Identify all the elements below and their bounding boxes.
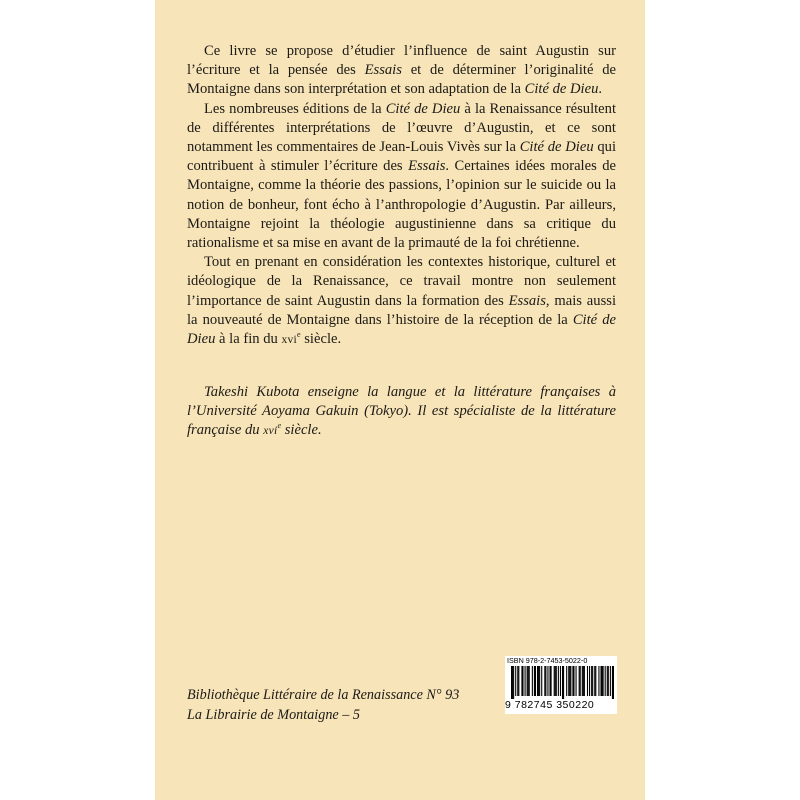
barcode-bar [591, 666, 592, 696]
century-numeral: xvi [281, 334, 298, 347]
paragraph-1 [187, 42, 616, 100]
text-run: Ce livre se propose d’étudier l’influence de saint Augustin sur l’écriture et la pensée des [187, 43, 616, 79]
text-run: siècle. [281, 422, 322, 439]
barcode-bar [532, 666, 533, 696]
barcode-bar [562, 666, 563, 699]
barcode-bar [538, 666, 539, 696]
barcode-bar [587, 666, 588, 696]
barcode-digits: 9 782745 350220 [505, 699, 595, 711]
barcode-bar [592, 666, 593, 696]
series-subtitle: La Librairie de Montaigne – 5 [187, 706, 361, 723]
barcode-bar [605, 666, 606, 696]
barcode-bar [528, 666, 529, 696]
barcode-bar [535, 666, 536, 696]
barcode-bar [570, 666, 571, 696]
barcode-bar [576, 666, 577, 696]
barcode-bar [584, 666, 585, 696]
barcode-bar [512, 666, 513, 699]
author-bio-text [187, 383, 616, 442]
italic-title: Cité de Dieu [385, 100, 461, 117]
barcode-bar [558, 666, 559, 696]
century-numeral: xvi [263, 425, 278, 438]
text-run: à la fin du [215, 331, 282, 348]
barcode-bar [518, 666, 519, 696]
series-title: Bibliothèque Littéraire de la Renaissance N° 93 [187, 687, 460, 703]
barcode-bar [527, 666, 528, 696]
barcode-bar [595, 666, 596, 696]
barcode-bar [610, 666, 611, 696]
barcode-bar [511, 666, 512, 699]
barcode-bar [534, 666, 535, 696]
text-run: à la Renaissance résultent de différentes interprétations de l’œuvre d’Augustin, et ce sont notamment les commentaires de Jean-Louis Vivès sur la [187, 100, 617, 156]
barcode-bar [563, 666, 564, 699]
series-info [187, 686, 487, 725]
barcode-bar [555, 666, 556, 696]
barcode-bar [573, 666, 574, 696]
text-run: Tout en prenant en considération les contextes historique, culturel et idéologique de la Renaissance, ce travail montre non seulement l’importance de saint Augustin dans la formation des [187, 254, 616, 309]
barcode-bar [602, 666, 603, 696]
barcode-bar [560, 666, 561, 696]
barcode-bar [529, 666, 530, 696]
text-run: . Certaines idées morales de Montaigne, comme la théorie des passions, l’opinion sur le suicide ou la notion de bonheur, font écho à l’anthropologie d’Augustin. Par ailleurs, Montaigne rejoint la théologie augustinienne dans sa critique du rationalisme et sa mise en avant de la primauté de la foi chrétienne. [187, 158, 617, 252]
barcode-bar [608, 666, 609, 696]
italic-title: Essais [408, 158, 446, 175]
barcode-bar [525, 666, 526, 696]
barcode-bar [568, 666, 569, 696]
barcode-bar [612, 666, 613, 699]
text-run: et de déterminer l’originalité de Montaigne dans son interprétation et son adaptation de la [187, 62, 617, 98]
barcode-bar [549, 666, 550, 696]
barcode-bar [545, 666, 546, 696]
text-run: Takeshi Kubota enseigne la langue et la littérature françaises à l’Université Aoyama Gakuin (Tokyo). Il est spécialiste de la littérature française du [187, 384, 616, 439]
barcode-bar [603, 666, 604, 696]
barcode-bar [569, 666, 570, 696]
paragraph-2 [187, 100, 616, 254]
text-run: Les nombreuses éditions de la [204, 100, 386, 117]
barcode-bar [579, 666, 580, 696]
barcode-bar [539, 666, 540, 696]
italic-title: Cité de Dieu [524, 81, 599, 98]
barcode-bar [544, 666, 545, 696]
italic-title: Essais [364, 62, 402, 79]
description-text [187, 42, 616, 350]
barcode-bar [572, 666, 573, 696]
barcode-bar [513, 666, 514, 699]
barcode-bar [515, 666, 516, 696]
author-bio [187, 383, 616, 442]
barcode-bar [607, 666, 608, 696]
barcode-bar [566, 666, 567, 696]
italic-title: Cité de Dieu [187, 311, 616, 348]
barcode-bar [598, 666, 599, 696]
barcode-bar [556, 666, 557, 696]
barcode [505, 656, 617, 714]
barcode-bar [537, 666, 538, 696]
barcode-bar [600, 666, 601, 696]
text-run: , mais aussi la nouveauté de Montaigne dans l’histoire de la réception de la [187, 292, 616, 328]
barcode-bar [613, 666, 614, 699]
text-run: siècle. [300, 331, 342, 348]
barcode-bar [594, 666, 595, 696]
barcode-bar [589, 666, 590, 696]
text-run: . [598, 81, 603, 98]
barcode-bar [551, 666, 552, 696]
italic-title: Essais [508, 292, 546, 309]
barcode-bar [541, 666, 542, 696]
paragraph-3 [187, 253, 616, 350]
barcode-bars [511, 666, 614, 699]
barcode-bar [583, 666, 584, 696]
superscript: e [297, 330, 301, 340]
barcode-bar [580, 666, 581, 696]
barcode-bar [522, 666, 523, 696]
barcode-bar [554, 666, 555, 696]
barcode-bar [582, 666, 583, 696]
italic-title: Cité de Dieu [519, 139, 594, 156]
barcode-bar [517, 666, 518, 696]
barcode-bar [547, 666, 548, 696]
isbn-label: ISBN 978-2-7453-5022-0 [507, 656, 588, 665]
text-run: qui contribuent à stimuler l’écriture des [187, 139, 617, 175]
superscript: e [277, 421, 282, 431]
barcode-bar [521, 666, 522, 696]
